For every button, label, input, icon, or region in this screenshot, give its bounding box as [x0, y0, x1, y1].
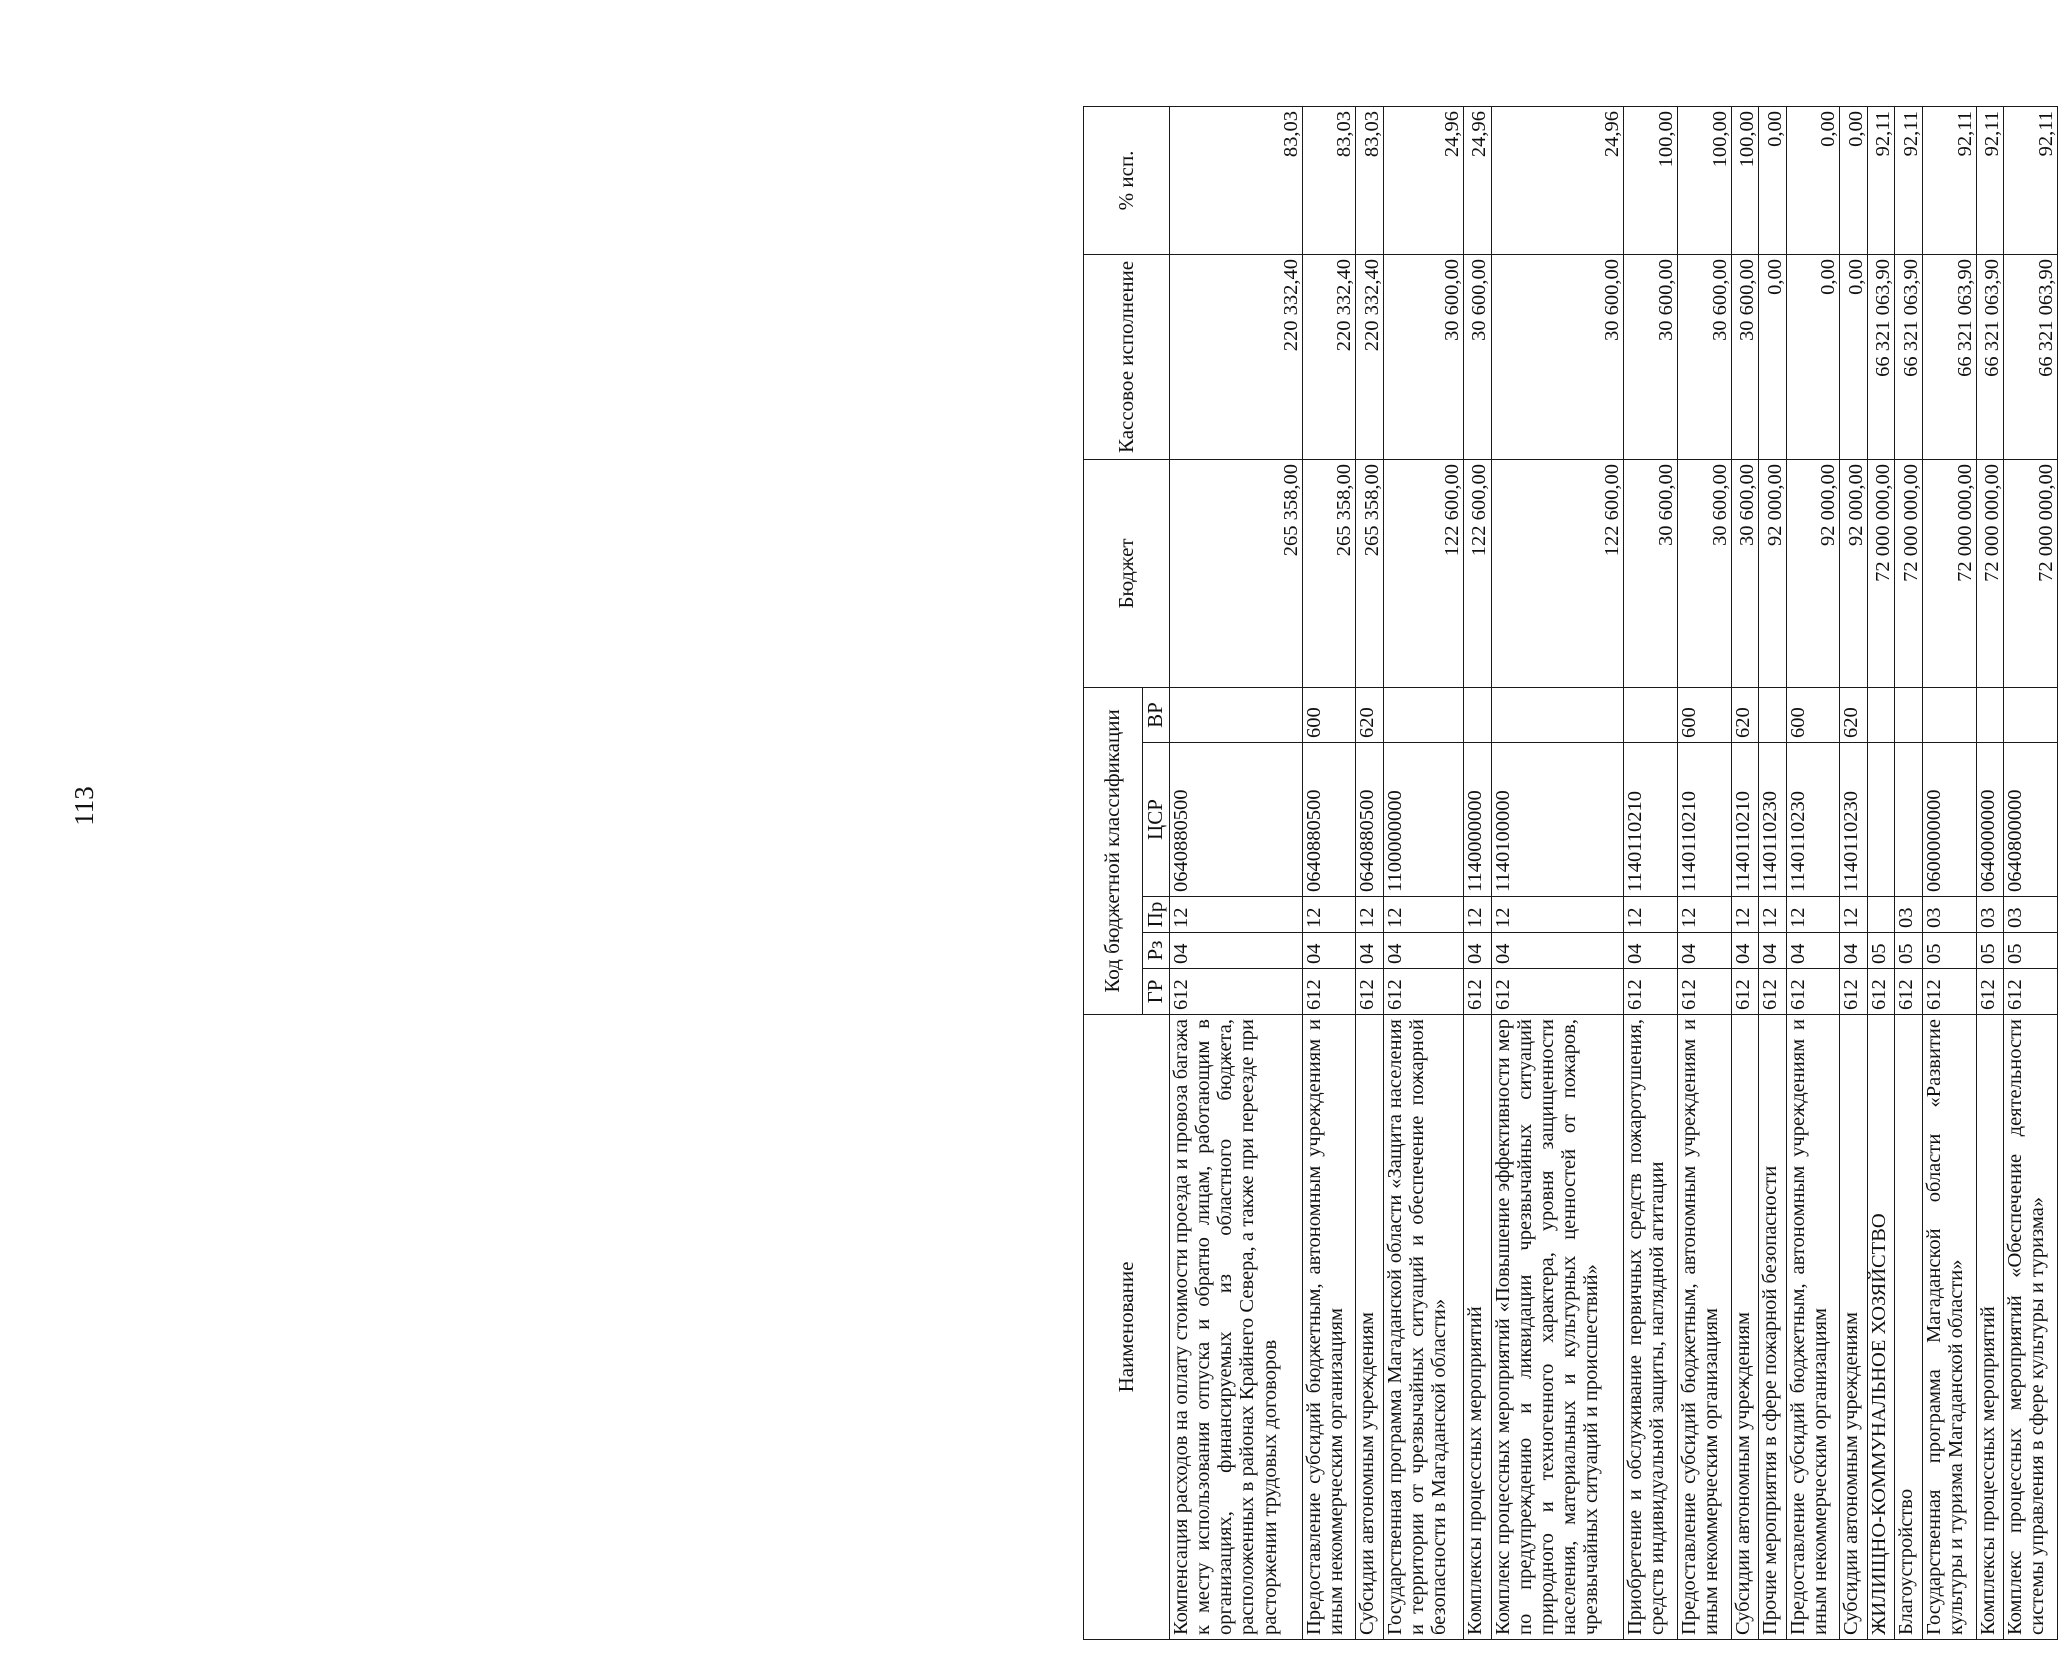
row-budget: 265 358,00	[1356, 459, 1383, 687]
row-cash: 66 321 063,90	[1895, 254, 1922, 459]
row-gr: 612	[1895, 969, 1922, 1015]
row-pct: 24,96	[1383, 106, 1463, 254]
row-cash: 66 321 063,90	[2004, 254, 2058, 459]
row-pr: 12	[1356, 897, 1383, 933]
row-name: Предоставление субсидий бюджетным, автономным учреждениям и иным некоммерческим организациям	[1677, 1015, 1731, 1640]
row-pct: 0,00	[1840, 106, 1867, 254]
row-rz: 04	[1383, 933, 1463, 969]
row-rz: 04	[1170, 933, 1303, 969]
row-name: Предоставление субсидий бюджетным, автономным учреждениям и иным некоммерческим организациям	[1302, 1015, 1356, 1640]
row-budget: 30 600,00	[1624, 459, 1678, 687]
row-csr: 1100000000	[1383, 743, 1463, 897]
table-row	[1895, 106, 1922, 1639]
row-budget: 30 600,00	[1677, 459, 1731, 687]
row-pct: 24,96	[1464, 106, 1491, 254]
row-gr: 612	[1356, 969, 1383, 1015]
row-csr: 1140110230	[1759, 743, 1786, 897]
row-name: Прочие мероприятия в сфере пожарной безопасности	[1759, 1015, 1786, 1640]
row-cash: 0,00	[1759, 254, 1786, 459]
row-name: Предоставление субсидий бюджетным, автономным учреждениям и иным некоммерческим организациям	[1786, 1015, 1840, 1640]
row-csr	[1895, 743, 1922, 897]
row-rz: 04	[1731, 933, 1758, 969]
row-vr	[1867, 687, 1894, 742]
row-gr: 612	[1759, 969, 1786, 1015]
row-pct: 92,11	[2004, 106, 2058, 254]
row-pct: 83,03	[1356, 106, 1383, 254]
table-row	[1170, 106, 1303, 1639]
table-row	[1840, 106, 1867, 1639]
row-pr: 12	[1731, 897, 1758, 933]
row-pct: 92,11	[1895, 106, 1922, 254]
row-pr: 12	[1624, 897, 1678, 933]
row-csr: 0640800000	[2004, 743, 2058, 897]
row-csr: 0640880500	[1356, 743, 1383, 897]
table-row	[1976, 106, 2003, 1639]
row-gr: 612	[1867, 969, 1894, 1015]
row-cash: 30 600,00	[1383, 254, 1463, 459]
table-row	[1867, 106, 1894, 1639]
table-row	[1922, 106, 1976, 1639]
row-vr: 620	[1840, 687, 1867, 742]
row-budget: 72 000 000,00	[2004, 459, 2058, 687]
row-rz: 05	[1867, 933, 1894, 969]
row-budget: 92 000,00	[1786, 459, 1840, 687]
row-name: Субсидии автономным учреждениям	[1356, 1015, 1383, 1640]
row-cash: 220 332,40	[1302, 254, 1356, 459]
row-cash: 0,00	[1840, 254, 1867, 459]
row-pct: 83,03	[1170, 106, 1303, 254]
row-pr: 12	[1759, 897, 1786, 933]
row-csr: 1140110210	[1624, 743, 1678, 897]
table-row	[1302, 106, 1356, 1639]
row-gr: 612	[1731, 969, 1758, 1015]
header-cash: Кассовое исполнение	[1084, 254, 1170, 459]
row-pct: 92,11	[1976, 106, 2003, 254]
row-budget: 122 600,00	[1491, 459, 1624, 687]
row-vr	[2004, 687, 2058, 742]
table-row	[1759, 106, 1786, 1639]
row-pct: 100,00	[1677, 106, 1731, 254]
row-cash: 30 600,00	[1677, 254, 1731, 459]
row-vr	[1895, 687, 1922, 742]
header-pct: % исп.	[1084, 106, 1170, 254]
row-rz: 04	[1464, 933, 1491, 969]
row-vr	[1922, 687, 1976, 742]
row-gr: 612	[1677, 969, 1731, 1015]
row-budget: 72 000 000,00	[1976, 459, 2003, 687]
row-pr: 12	[1464, 897, 1491, 933]
header-budget: Бюджет	[1084, 459, 1170, 687]
row-vr: 600	[1677, 687, 1731, 742]
table-row	[1786, 106, 1840, 1639]
row-vr: 620	[1731, 687, 1758, 742]
row-gr: 612	[2004, 969, 2058, 1015]
row-gr: 612	[1840, 969, 1867, 1015]
row-cash: 220 332,40	[1170, 254, 1303, 459]
row-cash: 30 600,00	[1464, 254, 1491, 459]
row-rz: 04	[1677, 933, 1731, 969]
row-pr: 12	[1786, 897, 1840, 933]
row-rz: 04	[1759, 933, 1786, 969]
row-vr	[1170, 687, 1303, 742]
row-gr: 612	[1383, 969, 1463, 1015]
row-pr: 12	[1383, 897, 1463, 933]
row-gr: 612	[1976, 969, 2003, 1015]
row-rz: 04	[1840, 933, 1867, 969]
row-csr: 0600000000	[1922, 743, 1976, 897]
row-gr: 612	[1491, 969, 1624, 1015]
table-row	[1491, 106, 1624, 1639]
row-rz: 04	[1356, 933, 1383, 969]
page-number: 113	[69, 786, 99, 826]
row-vr	[1759, 687, 1786, 742]
row-name: Комплексы процессных мероприятий	[1464, 1015, 1491, 1640]
row-rz: 04	[1491, 933, 1624, 969]
row-vr	[1383, 687, 1463, 742]
row-cash: 66 321 063,90	[1867, 254, 1894, 459]
row-cash: 66 321 063,90	[1976, 254, 2003, 459]
row-gr: 612	[1786, 969, 1840, 1015]
row-rz: 05	[1976, 933, 2003, 969]
row-cash: 66 321 063,90	[1922, 254, 1976, 459]
row-rz: 05	[1895, 933, 1922, 969]
row-budget: 72 000 000,00	[1922, 459, 1976, 687]
header-csr: ЦСР	[1143, 743, 1170, 897]
table-row	[1677, 106, 1731, 1639]
row-name: Комплекс процессных мероприятий «Обеспечение деятельности системы управления в сфере культуры и туризма»	[2004, 1015, 2058, 1640]
row-name: Приобретение и обслуживание первичных средств пожаротушения, средств индивидуальной защиты, наглядной агитации	[1624, 1015, 1678, 1640]
row-pr: 12	[1302, 897, 1356, 933]
row-csr: 0640880500	[1170, 743, 1303, 897]
table-row	[1624, 106, 1678, 1639]
row-pct: 100,00	[1731, 106, 1758, 254]
row-pct: 92,11	[1922, 106, 1976, 254]
table-row	[1731, 106, 1758, 1639]
row-cash: 30 600,00	[1491, 254, 1624, 459]
row-budget: 30 600,00	[1731, 459, 1758, 687]
row-budget: 92 000,00	[1840, 459, 1867, 687]
header-pr: Пр	[1143, 897, 1170, 933]
row-pr: 12	[1840, 897, 1867, 933]
row-gr: 612	[1624, 969, 1678, 1015]
row-budget: 122 600,00	[1383, 459, 1463, 687]
row-pct: 100,00	[1624, 106, 1678, 254]
row-vr: 600	[1302, 687, 1356, 742]
row-budget: 72 000 000,00	[1895, 459, 1922, 687]
row-pr: 12	[1491, 897, 1624, 933]
header-code-group: Код бюджетной классификации	[1084, 687, 1143, 1014]
row-budget: 72 000 000,00	[1867, 459, 1894, 687]
row-pr	[1867, 897, 1894, 933]
row-name: Государственная программа Магаданской области «Защита населения и территории от чрезвычайных ситуаций и обеспечение пожарной безопасности в Магаданской области»	[1383, 1015, 1463, 1640]
row-csr: 0640000000	[1976, 743, 2003, 897]
table-row	[1383, 106, 1463, 1639]
table-row	[1356, 106, 1383, 1639]
row-rz: 05	[1922, 933, 1976, 969]
row-name: Комплекс процессных мероприятий «Повышение эффективности мер по предупреждению и ликвидации чрезвычайных ситуаций природного и техногенного характера, уровня защищенности населения, материальных и культурных ценностей от пожаров, чрезвычайных ситуаций и происшествий»	[1491, 1015, 1624, 1640]
row-budget: 265 358,00	[1170, 459, 1303, 687]
row-vr	[1491, 687, 1624, 742]
header-rz: Рз	[1143, 933, 1170, 969]
row-pr: 03	[1922, 897, 1976, 933]
header-vr: ВР	[1143, 687, 1170, 742]
row-vr	[1624, 687, 1678, 742]
row-csr: 1140110230	[1840, 743, 1867, 897]
table-row	[1464, 106, 1491, 1639]
row-vr	[1976, 687, 2003, 742]
row-name: Компенсация расходов на оплату стоимости проезда и провоза багажа к месту использования отпуска и обратно лицам, работающим в организациях, финансируемых из областного бюджета, расположенных в районах Крайнего Севера, а также при переезде при расторжении трудовых договоров	[1170, 1015, 1303, 1640]
row-pr: 12	[1677, 897, 1731, 933]
row-name: Государственная программа Магаданской области «Развитие культуры и туризма Магаданской области»	[1922, 1015, 1976, 1640]
row-csr: 0640880500	[1302, 743, 1356, 897]
row-budget: 122 600,00	[1464, 459, 1491, 687]
row-vr: 620	[1356, 687, 1383, 742]
budget-table-rotated	[1083, 107, 2058, 1640]
row-csr: 1140110210	[1731, 743, 1758, 897]
row-budget: 92 000,00	[1759, 459, 1786, 687]
row-gr: 612	[1302, 969, 1356, 1015]
row-cash: 30 600,00	[1624, 254, 1678, 459]
row-budget: 265 358,00	[1302, 459, 1356, 687]
row-pct: 0,00	[1786, 106, 1840, 254]
row-cash: 30 600,00	[1731, 254, 1758, 459]
row-name: Благоустройство	[1895, 1015, 1922, 1640]
row-pct: 0,00	[1759, 106, 1786, 254]
row-pr: 03	[1895, 897, 1922, 933]
row-pr: 12	[1170, 897, 1303, 933]
row-rz: 05	[2004, 933, 2058, 969]
row-gr: 612	[1170, 969, 1303, 1015]
row-csr: 1140110230	[1786, 743, 1840, 897]
header-name: Наименование	[1084, 1015, 1170, 1640]
row-name: Комплексы процессных мероприятий	[1976, 1015, 2003, 1640]
row-rz: 04	[1786, 933, 1840, 969]
row-pct: 24,96	[1491, 106, 1624, 254]
row-name: ЖИЛИЩНО-КОММУНАЛЬНОЕ ХОЗЯЙСТВО	[1867, 1015, 1894, 1640]
row-name: Субсидии автономным учреждениям	[1840, 1015, 1867, 1640]
row-cash: 0,00	[1786, 254, 1840, 459]
budget-table	[1083, 106, 2058, 1640]
row-gr: 612	[1464, 969, 1491, 1015]
row-pct: 92,11	[1867, 106, 1894, 254]
header-gr: ГР	[1143, 969, 1170, 1015]
row-pr: 03	[2004, 897, 2058, 933]
row-gr: 612	[1922, 969, 1976, 1015]
row-cash: 220 332,40	[1356, 254, 1383, 459]
row-vr	[1464, 687, 1491, 742]
row-csr: 1140100000	[1491, 743, 1624, 897]
table-row	[2004, 106, 2058, 1639]
row-rz: 04	[1624, 933, 1678, 969]
row-csr: 1140000000	[1464, 743, 1491, 897]
row-rz: 04	[1302, 933, 1356, 969]
row-pct: 83,03	[1302, 106, 1356, 254]
row-csr: 1140110210	[1677, 743, 1731, 897]
row-csr	[1867, 743, 1894, 897]
row-name: Субсидии автономным учреждениям	[1731, 1015, 1758, 1640]
row-vr: 600	[1786, 687, 1840, 742]
row-pr: 03	[1976, 897, 2003, 933]
